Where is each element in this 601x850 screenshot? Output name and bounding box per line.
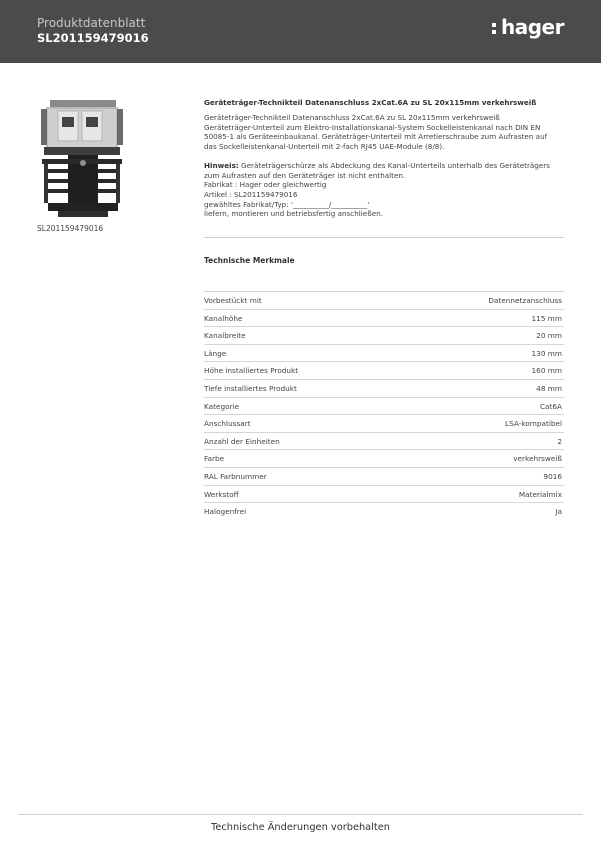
spec-label: Kategorie — [204, 401, 240, 411]
spec-row — [204, 485, 564, 503]
spec-value: LSA-kompatibel — [505, 419, 562, 429]
description-line: das Sockelleistenkanal-Unterteil mit 2-fach RJ45 UAE-Module (8/8). — [204, 142, 445, 152]
spec-row — [204, 432, 564, 450]
divider — [204, 237, 564, 238]
description-line: 50085-1 als Geräteeinbaukanal. Geräteträger-Unterteil mit Arretierschraube zum Aufrasten auf — [204, 132, 548, 142]
spec-label: Anschlussart — [204, 419, 251, 429]
spec-label: Werkstoff — [204, 489, 239, 499]
spec-row — [204, 449, 564, 467]
spec-label: Anzahl der Einheiten — [204, 436, 280, 446]
spec-label: Halogenfrei — [204, 507, 247, 517]
spec-value: 9016 — [543, 471, 562, 481]
logo-text: hager — [501, 15, 564, 39]
spec-value: verkehrsweiß — [513, 454, 562, 464]
hint-text: Geräteträgerschürze als Abdeckung des Kanal-Unterteils unterhalb des Geräteträgers — [238, 160, 550, 170]
spec-row — [204, 414, 564, 432]
spec-row — [204, 309, 564, 327]
spec-value: 48 mm — [536, 383, 562, 393]
spec-row — [204, 326, 564, 344]
delivery-line: liefern, montieren und betriebsfertig anschließen. — [204, 209, 383, 219]
spec-label: Höhe installiertes Produkt — [204, 366, 299, 376]
document-type: Produktdatenblatt — [37, 16, 146, 30]
article-line: Artikel : SL201159479016 — [204, 189, 298, 199]
description-line: Geräteträger-Technikteil Datenanschluss 2xCat.6A zu SL 20x115mm verkehrsweiß — [204, 113, 500, 122]
section-title: Technische Merkmale — [204, 256, 295, 265]
product-title: Geräteträger-Technikteil Datenanschluss 2xCat.6A zu SL 20x115mm verkehrsweiß — [204, 98, 537, 107]
spec-row — [204, 502, 564, 520]
spec-label: Länge — [204, 348, 227, 358]
product-image — [38, 97, 126, 219]
spec-value: Materialmix — [518, 489, 562, 499]
chosen-type-line: gewähltes Fabrikat/Typ: '__________/__________' — [204, 199, 370, 209]
spec-label: Kanalhöhe — [204, 313, 243, 323]
spec-value: Cat6A — [539, 401, 562, 411]
specs-table — [204, 291, 564, 520]
spec-value: 20 mm — [536, 331, 562, 341]
spec-value: Ja — [555, 507, 562, 517]
spec-row — [204, 379, 564, 397]
spec-row — [204, 397, 564, 415]
spec-label: Vorbestückt mit — [204, 296, 262, 305]
hint-line: zum Aufrasten auf den Geräteträger ist nicht enthalten. — [204, 170, 406, 180]
spec-row — [204, 291, 564, 309]
hint-label: Hinweis: — [204, 160, 239, 170]
hager-logo — [492, 17, 567, 43]
spec-value: Datennetzanschluss — [488, 296, 562, 305]
hint-line — [204, 161, 566, 171]
spec-value: 160 mm — [531, 366, 562, 376]
spec-label: RAL Farbnummer — [204, 471, 267, 481]
spec-label: Farbe — [204, 454, 225, 464]
spec-label: Kanalbreite — [204, 331, 246, 341]
footer-note: Technische Änderungen vorbehalten — [211, 822, 390, 833]
header-bar — [0, 0, 601, 63]
spec-value: 2 — [557, 436, 562, 446]
spec-row — [204, 361, 564, 379]
product-description — [204, 113, 566, 219]
spec-label: Tiefe installiertes Produkt — [204, 383, 297, 393]
manufacturer-line: Fabrikat : Hager oder gleichwertig — [204, 180, 327, 190]
description-line: Geräteträger-Unterteil zum Elektro-Installationskanal-System Sockelleistenkanal nach DIN EN — [204, 122, 541, 132]
spec-value: 130 mm — [531, 348, 562, 358]
document-id: SL201159479016 — [37, 31, 149, 45]
footer-divider — [18, 814, 583, 815]
spec-value: 115 mm — [531, 313, 562, 323]
image-caption: SL201159479016 — [37, 224, 104, 233]
spec-row — [204, 344, 564, 362]
spec-row — [204, 467, 564, 485]
